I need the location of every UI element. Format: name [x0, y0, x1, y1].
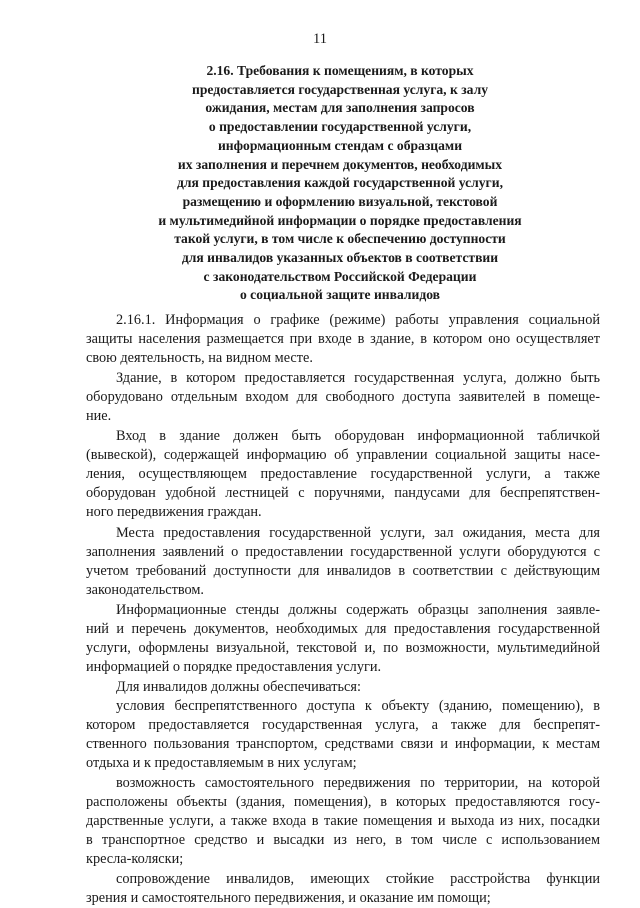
body-line: кресла-коляски;	[86, 851, 184, 867]
heading-line: о предоставлении государственной услуги,	[208, 119, 472, 135]
heading-line: и мультимедийной информации о порядке предоставления	[158, 212, 522, 228]
body-line: котором предоставляется государственная услуга, а также для беспрепят-	[86, 717, 600, 733]
body-line: ние.	[86, 408, 112, 424]
heading-line: для инвалидов указанных объектов в соответствии	[181, 250, 499, 266]
body-line: оборудован удобной лестницей с поручнями, пандусами для беспрепятствен-	[86, 485, 600, 501]
body-line: условия беспрепятственного доступа к объекту (зданию, помещению), в	[116, 698, 600, 714]
body-line: Для инвалидов должны обеспечиваться:	[116, 679, 361, 695]
body-line: ления, осуществляющем предоставление государственной услуги, а также	[86, 466, 600, 482]
body-line: в транспортное средство и высадки из него, в том числе с использованием	[86, 832, 600, 848]
body-line: Информационные стенды должны содержать образцы заполнения заявле-	[116, 602, 600, 618]
heading-line: 2.16. Требования к помещениям, в которых	[206, 63, 474, 78]
body-line: Вход в здание должен быть оборудован информационной табличкой	[116, 428, 600, 444]
heading-line: информационным стендам с образцами	[217, 137, 463, 153]
body-line: законодательством.	[86, 582, 204, 598]
heading-line: с законодательством Российской Федерации	[203, 268, 477, 284]
body-line: дарственные услуги, а также входа в такие помещения и выхода из них, посадки	[86, 813, 600, 829]
body-line: Места предоставления государственной услуги, зал ожидания, места для	[116, 525, 600, 541]
body-line: учетом требований доступности для инвалидов в соответствии с действующим	[86, 563, 600, 579]
section-heading	[70, 62, 610, 305]
heading-line: размещению и оформлению визуальной, текстовой	[182, 193, 498, 209]
body-line: расположены объекты (здания, помещения), в которых предоставляются госу-	[86, 794, 600, 810]
body-line: информацией о порядке предоставления услуги.	[86, 659, 382, 675]
heading-line: такой услуги, в том числе к обеспечению доступности	[174, 231, 506, 247]
body-line: защиты населения размещается при входе в здание, в котором оно осуществляет	[86, 331, 600, 347]
body-line: зрения и самостоятельного передвижения, и оказание им помощи;	[86, 890, 491, 906]
body-line: ного передвижения граждан.	[86, 504, 262, 520]
body-line: ственного пользования транспортом, средствами связи и информации, к местам	[86, 736, 600, 752]
body-line: Здание, в котором предоставляется государственная услуга, должно быть	[116, 370, 600, 386]
body-line: возможность самостоятельного передвижения по территории, на которой	[116, 775, 600, 791]
body-line: сопровождение инвалидов, имеющих стойкие расстройства функции	[116, 871, 600, 887]
body-line: заполнения заявлений о предоставлении государственной услуги оборудуются с	[86, 544, 600, 560]
body-line: ний и перечень документов, необходимых для предоставления государственной	[86, 621, 600, 637]
heading-line: ожидания, местам для заполнения запросов	[205, 100, 475, 116]
body-line: 2.16.1. Информация о графике (режиме) работы управления социальной	[116, 312, 600, 328]
page-number: 11	[313, 31, 327, 47]
heading-line: о социальной защите инвалидов	[239, 287, 441, 303]
heading-line: предоставляется государственная услуга, к залу	[192, 81, 488, 97]
body-line: услуги, оформлены визуальной, текстовой и, по возможности, мультимедийной	[86, 640, 600, 656]
body-line: отдыха и к предоставляемым в них услугам;	[86, 755, 357, 771]
body-line: (вывеской), содержащей информацию об управлении социальной защиты насе-	[86, 447, 600, 463]
heading-line: для предоставления каждой государственной услуги,	[177, 175, 503, 191]
heading-line: их заполнения и перечнем документов, необходимых	[177, 156, 503, 172]
body-line: оборудовано отдельным входом для свободного доступа заявителей в помеще-	[86, 389, 600, 405]
body-line: свою деятельность, на видном месте.	[86, 350, 313, 366]
